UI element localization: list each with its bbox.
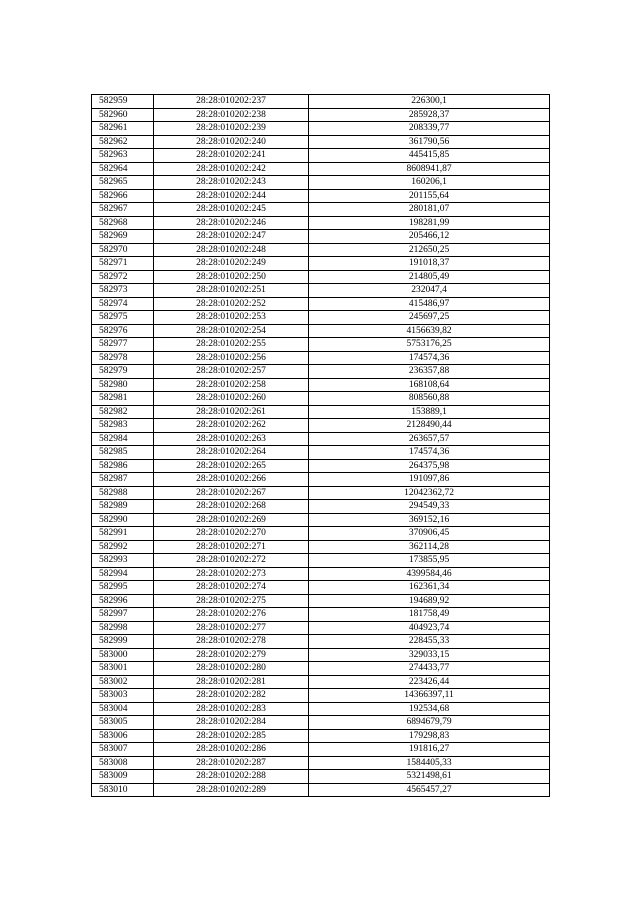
cadastral-number-cell: 28:28:010202:250 <box>154 270 309 284</box>
cadastral-value-cell: 191097,86 <box>309 473 550 487</box>
cadastral-value-cell: 404923,74 <box>309 621 550 635</box>
cadastral-number-cell: 28:28:010202:248 <box>154 243 309 257</box>
cadastral-value-cell: 191018,37 <box>309 257 550 271</box>
table-row <box>92 675 550 689</box>
cadastral-number-cell: 28:28:010202:243 <box>154 176 309 190</box>
cadastral-value-cell: 228455,33 <box>309 635 550 649</box>
table-row <box>92 729 550 743</box>
cadastral-value-cell: 223426,44 <box>309 675 550 689</box>
table-row <box>92 567 550 581</box>
cadastral-value-cell: 212650,25 <box>309 243 550 257</box>
row-number-cell: 583009 <box>92 770 154 784</box>
cadastral-value-cell: 160206,1 <box>309 176 550 190</box>
table-row <box>92 392 550 406</box>
cadastral-number-cell: 28:28:010202:262 <box>154 419 309 433</box>
cadastral-number-cell: 28:28:010202:268 <box>154 500 309 514</box>
cadastral-value-cell: 4399584,46 <box>309 567 550 581</box>
cadastral-value-cell: 191816,27 <box>309 743 550 757</box>
cadastral-number-cell: 28:28:010202:273 <box>154 567 309 581</box>
table-row <box>92 108 550 122</box>
row-number-cell: 582967 <box>92 203 154 217</box>
row-number-cell: 582965 <box>92 176 154 190</box>
cadastral-value-cell: 194689,92 <box>309 594 550 608</box>
table-row <box>92 311 550 325</box>
cadastral-value-cell: 285928,37 <box>309 108 550 122</box>
cadastral-value-cell: 369152,16 <box>309 513 550 527</box>
cadastral-number-cell: 28:28:010202:287 <box>154 756 309 770</box>
row-number-cell: 583000 <box>92 648 154 662</box>
cadastral-value-cell: 214805,49 <box>309 270 550 284</box>
cadastral-number-cell: 28:28:010202:264 <box>154 446 309 460</box>
table-row <box>92 351 550 365</box>
cadastral-value-cell: 4565457,27 <box>309 783 550 797</box>
cadastral-value-cell: 415486,97 <box>309 297 550 311</box>
table-row <box>92 189 550 203</box>
cadastral-number-cell: 28:28:010202:252 <box>154 297 309 311</box>
cadastral-value-cell: 361790,56 <box>309 135 550 149</box>
table-row <box>92 135 550 149</box>
cadastral-number-cell: 28:28:010202:280 <box>154 662 309 676</box>
cadastral-number-cell: 28:28:010202:238 <box>154 108 309 122</box>
row-number-cell: 582985 <box>92 446 154 460</box>
table-row <box>92 257 550 271</box>
cadastral-value-cell: 232047,4 <box>309 284 550 298</box>
table-row <box>92 459 550 473</box>
cadastral-number-cell: 28:28:010202:279 <box>154 648 309 662</box>
cadastral-value-cell: 2128490,44 <box>309 419 550 433</box>
cadastral-number-cell: 28:28:010202:274 <box>154 581 309 595</box>
row-number-cell: 583010 <box>92 783 154 797</box>
cadastral-number-cell: 28:28:010202:246 <box>154 216 309 230</box>
table-row <box>92 216 550 230</box>
row-number-cell: 582974 <box>92 297 154 311</box>
cadastral-number-cell: 28:28:010202:254 <box>154 324 309 338</box>
table-row <box>92 203 550 217</box>
table-row <box>92 756 550 770</box>
table-row <box>92 581 550 595</box>
cadastral-value-cell: 12042362,72 <box>309 486 550 500</box>
table-row <box>92 297 550 311</box>
cadastral-number-cell: 28:28:010202:272 <box>154 554 309 568</box>
cadastral-number-cell: 28:28:010202:255 <box>154 338 309 352</box>
cadastral-number-cell: 28:28:010202:253 <box>154 311 309 325</box>
cadastral-number-cell: 28:28:010202:282 <box>154 689 309 703</box>
table-row <box>92 743 550 757</box>
table-row <box>92 446 550 460</box>
cadastral-number-cell: 28:28:010202:285 <box>154 729 309 743</box>
cadastral-value-cell: 294549,33 <box>309 500 550 514</box>
table-row <box>92 635 550 649</box>
table-row <box>92 378 550 392</box>
row-number-cell: 582993 <box>92 554 154 568</box>
row-number-cell: 582961 <box>92 122 154 136</box>
table-row <box>92 783 550 797</box>
table-row <box>92 608 550 622</box>
cadastral-value-cell: 245697,25 <box>309 311 550 325</box>
cadastral-value-cell: 201155,64 <box>309 189 550 203</box>
table-row <box>92 716 550 730</box>
cadastral-number-cell: 28:28:010202:289 <box>154 783 309 797</box>
table-row <box>92 662 550 676</box>
cadastral-number-cell: 28:28:010202:275 <box>154 594 309 608</box>
row-number-cell: 582982 <box>92 405 154 419</box>
cadastral-number-cell: 28:28:010202:241 <box>154 149 309 163</box>
cadastral-value-cell: 808560,88 <box>309 392 550 406</box>
cadastral-value-cell: 179298,83 <box>309 729 550 743</box>
row-number-cell: 582991 <box>92 527 154 541</box>
table-row <box>92 689 550 703</box>
cadastral-value-cell: 5321498,61 <box>309 770 550 784</box>
cadastral-value-cell: 5753176,25 <box>309 338 550 352</box>
row-number-cell: 582978 <box>92 351 154 365</box>
row-number-cell: 583006 <box>92 729 154 743</box>
cadastral-number-cell: 28:28:010202:257 <box>154 365 309 379</box>
row-number-cell: 582990 <box>92 513 154 527</box>
cadastral-value-cell: 370906,45 <box>309 527 550 541</box>
table-row <box>92 365 550 379</box>
cadastral-value-cell: 174574,36 <box>309 446 550 460</box>
table-row <box>92 702 550 716</box>
cadastral-number-cell: 28:28:010202:276 <box>154 608 309 622</box>
cadastral-number-cell: 28:28:010202:256 <box>154 351 309 365</box>
cadastral-value-cell: 168108,64 <box>309 378 550 392</box>
cadastral-number-cell: 28:28:010202:284 <box>154 716 309 730</box>
cadastral-number-cell: 28:28:010202:240 <box>154 135 309 149</box>
cadastral-value-cell: 8608941,87 <box>309 162 550 176</box>
cadastral-value-cell: 208339,77 <box>309 122 550 136</box>
row-number-cell: 582995 <box>92 581 154 595</box>
cadastral-number-cell: 28:28:010202:265 <box>154 459 309 473</box>
row-number-cell: 583001 <box>92 662 154 676</box>
row-number-cell: 582979 <box>92 365 154 379</box>
table-row <box>92 473 550 487</box>
table-row <box>92 554 550 568</box>
cadastral-value-cell: 181758,49 <box>309 608 550 622</box>
cadastral-number-cell: 28:28:010202:286 <box>154 743 309 757</box>
row-number-cell: 582981 <box>92 392 154 406</box>
cadastral-number-cell: 28:28:010202:249 <box>154 257 309 271</box>
cadastral-number-cell: 28:28:010202:271 <box>154 540 309 554</box>
row-number-cell: 582966 <box>92 189 154 203</box>
row-number-cell: 582959 <box>92 95 154 109</box>
cadastral-number-cell: 28:28:010202:283 <box>154 702 309 716</box>
row-number-cell: 583003 <box>92 689 154 703</box>
row-number-cell: 583008 <box>92 756 154 770</box>
table-row <box>92 513 550 527</box>
row-number-cell: 582962 <box>92 135 154 149</box>
table-row <box>92 540 550 554</box>
cadastral-number-cell: 28:28:010202:239 <box>154 122 309 136</box>
row-number-cell: 582969 <box>92 230 154 244</box>
table-row <box>92 270 550 284</box>
row-number-cell: 582971 <box>92 257 154 271</box>
cadastral-number-cell: 28:28:010202:261 <box>154 405 309 419</box>
cadastral-value-cell: 1584405,33 <box>309 756 550 770</box>
cadastral-value-cell: 329033,15 <box>309 648 550 662</box>
row-number-cell: 582983 <box>92 419 154 433</box>
cadastral-value-cell: 192534,68 <box>309 702 550 716</box>
row-number-cell: 582989 <box>92 500 154 514</box>
cadastral-value-cell: 445415,85 <box>309 149 550 163</box>
row-number-cell: 583005 <box>92 716 154 730</box>
row-number-cell: 582976 <box>92 324 154 338</box>
row-number-cell: 583004 <box>92 702 154 716</box>
table-row <box>92 419 550 433</box>
row-number-cell: 582988 <box>92 486 154 500</box>
row-number-cell: 582994 <box>92 567 154 581</box>
cadastral-number-cell: 28:28:010202:270 <box>154 527 309 541</box>
cadastral-number-cell: 28:28:010202:247 <box>154 230 309 244</box>
table-row <box>92 338 550 352</box>
cadastral-number-cell: 28:28:010202:242 <box>154 162 309 176</box>
row-number-cell: 582984 <box>92 432 154 446</box>
cadastral-number-cell: 28:28:010202:244 <box>154 189 309 203</box>
cadastral-value-cell: 6894679,79 <box>309 716 550 730</box>
row-number-cell: 582977 <box>92 338 154 352</box>
table-row <box>92 243 550 257</box>
cadastral-value-cell: 162361,34 <box>309 581 550 595</box>
cadastral-value-cell: 14366397,11 <box>309 689 550 703</box>
table-row <box>92 770 550 784</box>
row-number-cell: 582963 <box>92 149 154 163</box>
table-row <box>92 176 550 190</box>
row-number-cell: 582970 <box>92 243 154 257</box>
cadastral-value-cell: 198281,99 <box>309 216 550 230</box>
cadastral-value-cell: 274433,77 <box>309 662 550 676</box>
table-row <box>92 500 550 514</box>
table-row <box>92 621 550 635</box>
cadastral-value-cell: 153889,1 <box>309 405 550 419</box>
table-row <box>92 230 550 244</box>
table-body <box>92 95 550 797</box>
cadastral-number-cell: 28:28:010202:245 <box>154 203 309 217</box>
cadastral-value-cell: 263657,57 <box>309 432 550 446</box>
row-number-cell: 582968 <box>92 216 154 230</box>
row-number-cell: 582999 <box>92 635 154 649</box>
cadastral-value-cell: 280181,07 <box>309 203 550 217</box>
cadastral-number-cell: 28:28:010202:281 <box>154 675 309 689</box>
cadastral-number-cell: 28:28:010202:260 <box>154 392 309 406</box>
table-row <box>92 432 550 446</box>
cadastral-value-cell: 4156639,82 <box>309 324 550 338</box>
cadastral-value-cell: 205466,12 <box>309 230 550 244</box>
row-number-cell: 582960 <box>92 108 154 122</box>
cadastral-number-cell: 28:28:010202:266 <box>154 473 309 487</box>
cadastral-value-cell: 264375,98 <box>309 459 550 473</box>
row-number-cell: 582996 <box>92 594 154 608</box>
cadastral-number-cell: 28:28:010202:278 <box>154 635 309 649</box>
row-number-cell: 582992 <box>92 540 154 554</box>
row-number-cell: 582973 <box>92 284 154 298</box>
cadastral-number-cell: 28:28:010202:288 <box>154 770 309 784</box>
cadastral-number-cell: 28:28:010202:258 <box>154 378 309 392</box>
cadastral-value-table <box>91 94 550 797</box>
table-row <box>92 405 550 419</box>
cadastral-value-cell: 236357,88 <box>309 365 550 379</box>
table-row <box>92 284 550 298</box>
cadastral-number-cell: 28:28:010202:263 <box>154 432 309 446</box>
table-row <box>92 527 550 541</box>
row-number-cell: 582975 <box>92 311 154 325</box>
row-number-cell: 582964 <box>92 162 154 176</box>
cadastral-value-cell: 226300,1 <box>309 95 550 109</box>
row-number-cell: 582986 <box>92 459 154 473</box>
table-row <box>92 486 550 500</box>
row-number-cell: 582998 <box>92 621 154 635</box>
cadastral-number-cell: 28:28:010202:267 <box>154 486 309 500</box>
cadastral-number-cell: 28:28:010202:277 <box>154 621 309 635</box>
row-number-cell: 582972 <box>92 270 154 284</box>
row-number-cell: 582987 <box>92 473 154 487</box>
row-number-cell: 582997 <box>92 608 154 622</box>
cadastral-value-cell: 173855,95 <box>309 554 550 568</box>
cadastral-value-cell: 174574,36 <box>309 351 550 365</box>
cadastral-value-cell: 362114,28 <box>309 540 550 554</box>
table-row <box>92 122 550 136</box>
cadastral-number-cell: 28:28:010202:269 <box>154 513 309 527</box>
cadastral-number-cell: 28:28:010202:237 <box>154 95 309 109</box>
table-row <box>92 95 550 109</box>
table-row <box>92 648 550 662</box>
table-row <box>92 162 550 176</box>
row-number-cell: 583007 <box>92 743 154 757</box>
cadastral-number-cell: 28:28:010202:251 <box>154 284 309 298</box>
row-number-cell: 582980 <box>92 378 154 392</box>
table-row <box>92 149 550 163</box>
row-number-cell: 583002 <box>92 675 154 689</box>
table-row <box>92 324 550 338</box>
table-row <box>92 594 550 608</box>
